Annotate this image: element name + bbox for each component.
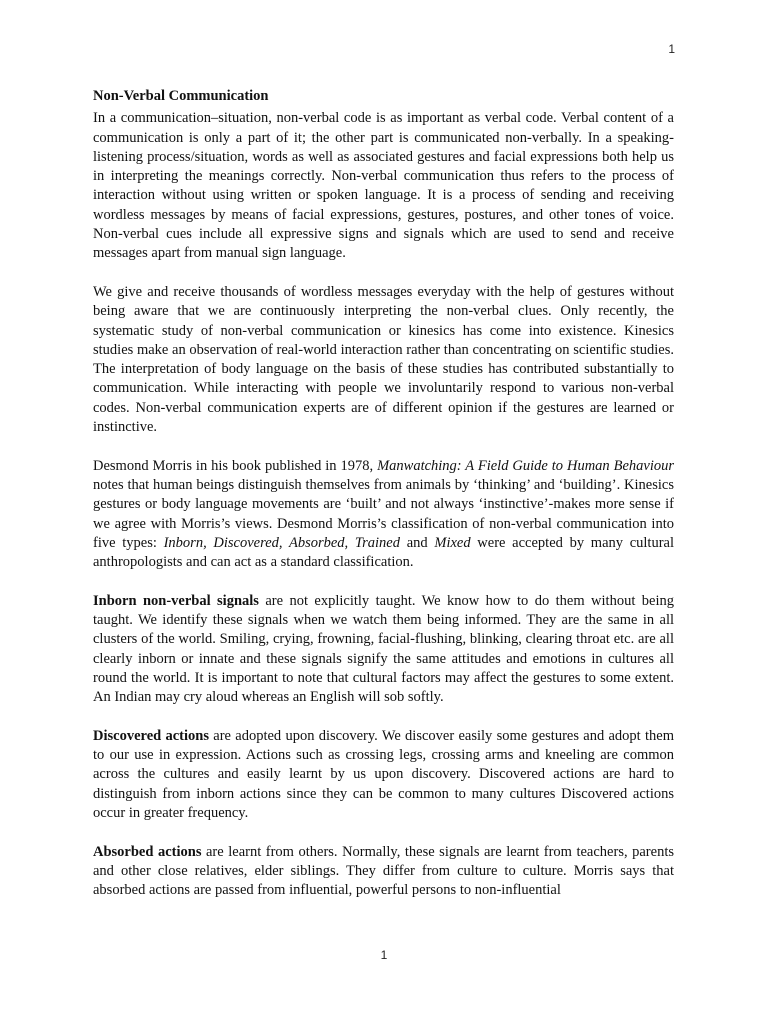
types-list: Inborn, Discovered, Absorbed, Trained <box>163 534 400 551</box>
discovered-text: are adopted upon discovery. We discover easily some gestures and adopt them to our use in expression. Actions such as crossing legs, crossing arms and kneeling are common across the cultures and easily learnt by us upon discovery. Discovered actions are hard to distinguish from inborn actions since they can be common to many cultures Discovered actions occur in greater frequency. <box>93 727 674 821</box>
morris-text-4: were accepted by many cultural anthropologists and can act as a standard classification. <box>93 534 675 571</box>
page-number-bottom: 1 <box>380 948 388 962</box>
paragraph-inborn <box>93 592 674 708</box>
inborn-text: are not explicitly taught. We know how to do them without being taught. We identify these signals when we watch them being informed. They are the same in all clusters of the world. Smiling, crying, frowning, facial-flushing, blinking, clearing throat etc. are all clearly inborn or innate and these signals signify the same attitudes and emotions in cultures all round the world. It is important to note that cultural factors may affect the gestures to some extent. An Indian may cry aloud whereas an English will sob softly. <box>93 592 674 706</box>
book-title: Manwatching: A Field Guide to Human Behaviour <box>377 457 675 474</box>
absorbed-heading: Absorbed actions <box>93 843 202 860</box>
paragraph-discovered <box>93 727 674 823</box>
morris-text-1: Desmond Morris in his book published in 1978, <box>93 457 378 474</box>
morris-text-2: notes that human beings distinguish themselves from animals by ‘thinking’ and ‘building’. Kinesics gestures or body language movements are ‘built’ and not always ‘instinctive’-makes more sense if we agree with Morris’s views. Desmond Morris’s classification of non-verbal communication into five types: <box>93 476 674 551</box>
page-title: Non-Verbal Communication <box>93 88 269 104</box>
paragraph-morris <box>93 457 674 573</box>
document-body <box>93 87 674 920</box>
paragraph-absorbed <box>93 843 674 901</box>
paragraph-kinesics: We give and receive thousands of wordless messages everyday with the help of gestures without being aware that we are continuously interpreting the non-verbal clues. Only recently, the systematic study of non-verbal communication or kinesics has come into existence. Kinesics studies make an observation of real-world interaction rather than concentrating on scientific studies. The interpretation of body language on the basis of these studies has contributed substantially to communication. While interacting with people we involuntarily respond to various non-verbal codes. Non-verbal communication experts are of different opinion if the gestures are learned or instinctive. <box>93 283 674 436</box>
inborn-heading: Inborn non-verbal signals <box>93 592 259 609</box>
absorbed-text: are learnt from others. Normally, these signals are learnt from teachers, parents and other close relatives, elder siblings. They differ from culture to culture. Morris says that absorbed actions are passed from influential, powerful persons to non-influential <box>93 843 674 899</box>
page-number-top: 1 <box>668 42 675 56</box>
types-mixed: Mixed <box>434 534 471 551</box>
paragraph-intro: In a communication–situation, non-verbal code is as important as verbal code. Verbal content of a communication is only a part of it; the other part is communicated non-verbally. In a speaking-listening process/situation, words as well as associated gestures and facial expressions both help us in interpreting the meanings correctly. Non-verbal communication thus refers to the process of interaction without using written or spoken language. It is a process of sending and receiving wordless messages by means of facial expressions, gestures, postures, and other tones of voice. Non-verbal cues include all expressive signs and signals which are used to send and receive messages apart from manual sign language. <box>93 110 674 262</box>
discovered-heading: Discovered actions <box>93 727 209 744</box>
morris-text-3: and <box>400 534 435 551</box>
